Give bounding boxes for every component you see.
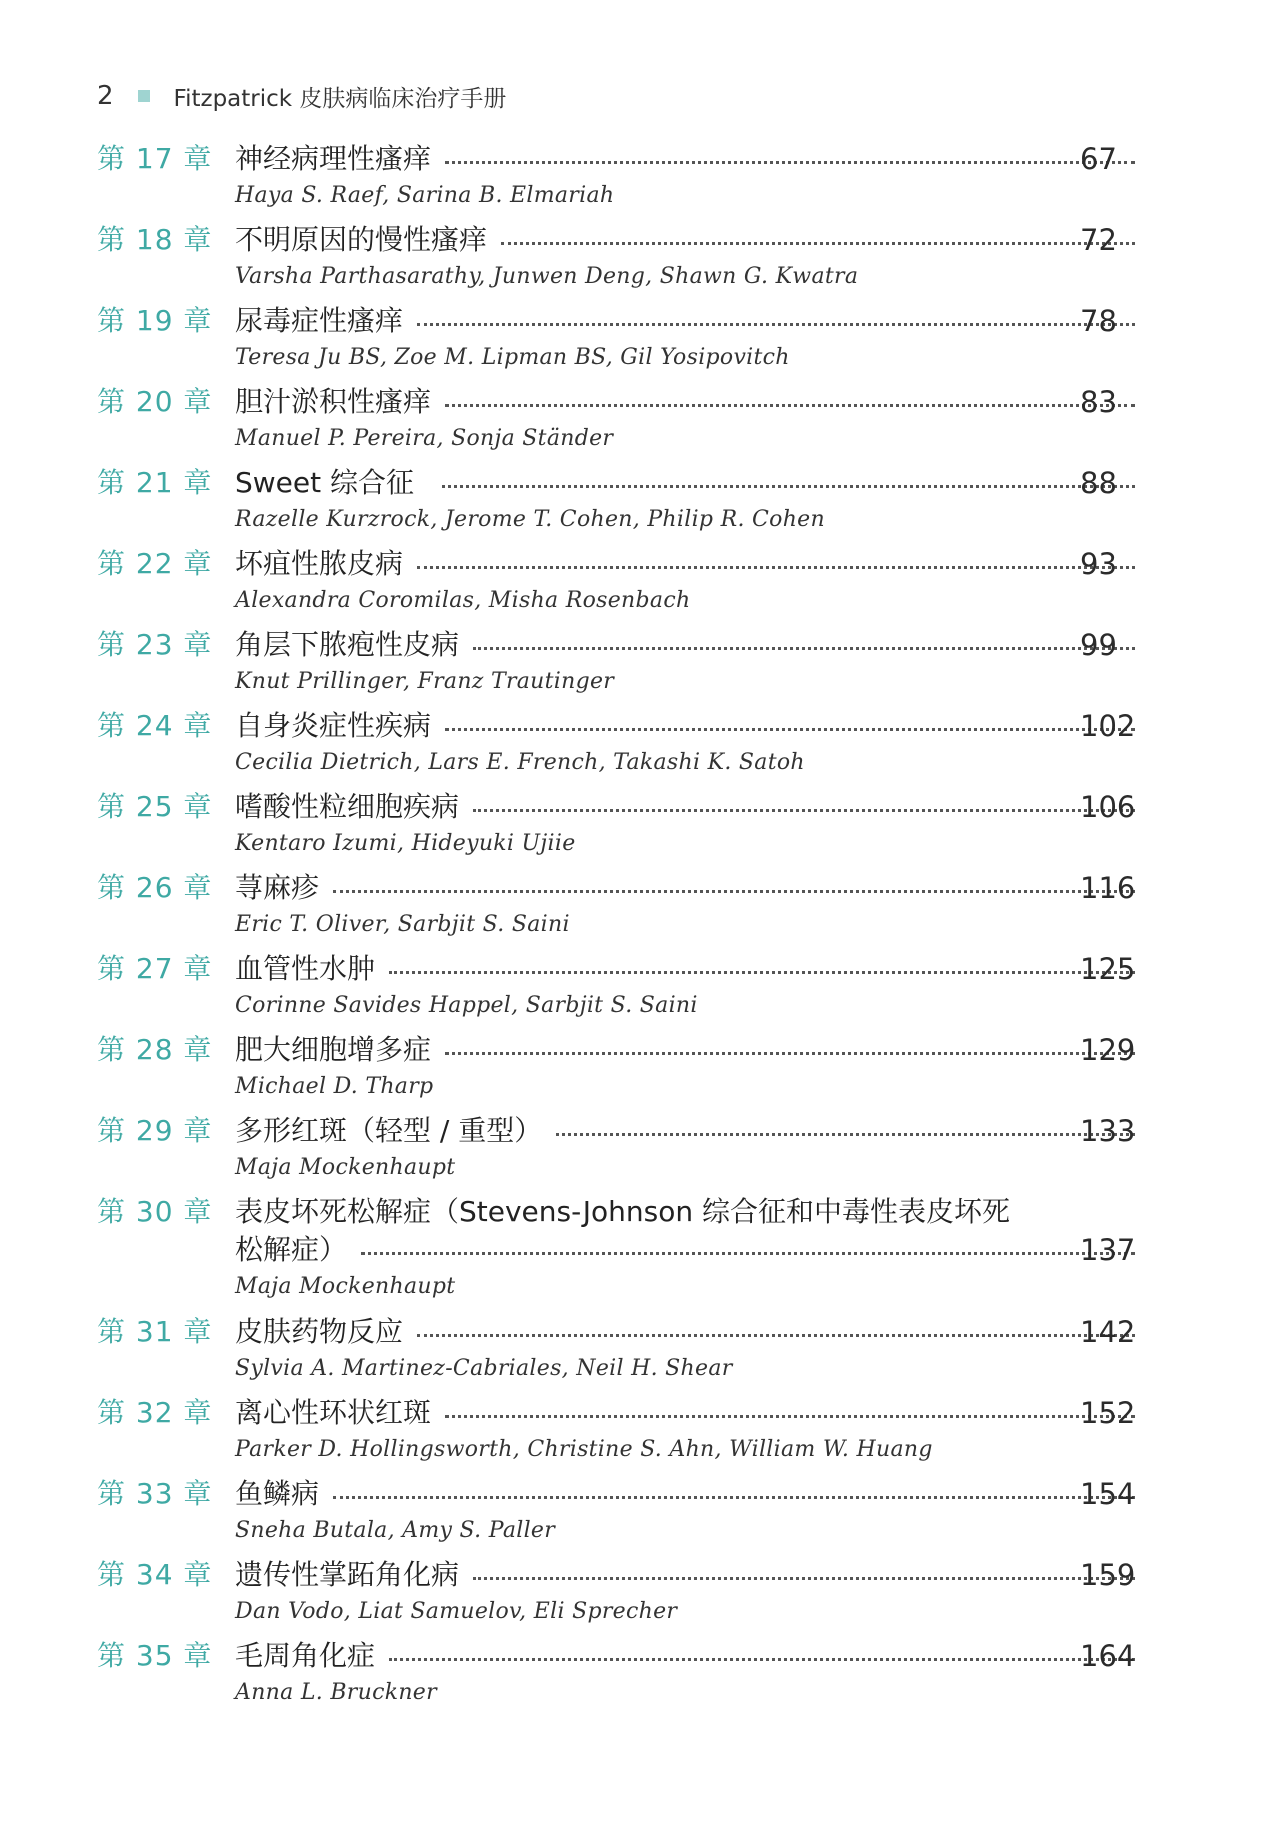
chapter-label: 第 28 章 [97,1033,213,1066]
title-row [235,546,1135,582]
chapter-label: 第 18 章 [97,223,213,256]
title-row [235,870,1135,906]
chapter-label: 第 20 章 [97,385,213,418]
chapter-authors: Maja Mockenhaupt [235,1274,456,1299]
chapter-authors: Michael D. Tharp [235,1074,434,1099]
page-reference: 78 [1080,304,1117,338]
title-row [235,708,1135,744]
chapter-authors: Eric T. Oliver, Sarbjit S. Saini [235,912,570,937]
dot-leader [445,1052,1135,1055]
chapter-label: 第 25 章 [97,790,213,823]
dot-leader [417,323,1135,326]
title-row [235,1032,1135,1068]
chapter-title: 皮肤药物反应 [235,1315,404,1348]
title-row [235,1314,1135,1350]
chapter-authors: Sneha Butala, Amy S. Paller [235,1518,556,1543]
header-square-icon [138,90,150,102]
dot-leader [417,566,1135,569]
page-reference: 102 [1080,709,1136,743]
chapter-title: 尿毒症性瘙痒 [235,304,404,337]
chapter-authors: Sylvia A. Martinez-Cabriales, Neil H. Shear [235,1356,733,1381]
chapter-title: 毛周角化症 [235,1639,376,1672]
chapter-title: 多形红斑（轻型 / 重型） [235,1114,543,1147]
chapter-title: 角层下脓疱性皮病 [235,628,460,661]
dot-leader [445,404,1135,407]
chapter-label: 第 34 章 [97,1558,213,1591]
chapter-authors: Kentaro Izumi, Hideyuki Ujiie [235,831,576,856]
page-reference: 164 [1080,1639,1136,1673]
chapter-authors: Dan Vodo, Liat Samuelov, Eli Sprecher [235,1599,678,1624]
chapter-authors: Varsha Parthasarathy, Junwen Deng, Shawn G. Kwatra [235,264,859,289]
chapter-title: 离心性环状红斑 [235,1396,432,1429]
chapter-title: 松解症） [235,1233,348,1266]
chapter-label: 第 19 章 [97,304,213,337]
chapter-title: 肥大细胞增多症 [235,1033,432,1066]
chapter-title: 鱼鳞病 [235,1477,320,1510]
page-reference: 88 [1080,466,1117,500]
chapter-authors: Cecilia Dietrich, Lars E. French, Takashi K. Satoh [235,750,805,775]
page-reference: 137 [1080,1233,1136,1267]
page-reference: 159 [1080,1558,1136,1592]
title-row [235,1232,1135,1268]
running-header [97,78,506,114]
chapter-label: 第 32 章 [97,1396,213,1429]
chapter-label: 第 29 章 [97,1114,213,1147]
page-reference: 106 [1080,790,1136,824]
dot-leader [473,1577,1135,1580]
dot-leader [473,647,1135,650]
chapter-title: 胆汁淤积性瘙痒 [235,385,432,418]
chapter-authors: Manuel P. Pereira, Sonja Ständer [235,426,614,451]
dot-leader [389,971,1135,974]
chapter-title: 血管性水肿 [235,952,376,985]
page-number: 2 [97,81,114,111]
chapter-label: 第 33 章 [97,1477,213,1510]
dot-leader [442,485,1135,488]
chapter-label: 第 35 章 [97,1639,213,1672]
title-row [235,222,1135,258]
chapter-label: 第 30 章 [97,1195,213,1228]
dot-leader [445,1415,1135,1418]
dot-leader [445,161,1135,164]
chapter-authors: Corinne Savides Happel, Sarbjit S. Saini [235,993,698,1018]
title-row [235,789,1135,825]
page-reference: 83 [1080,385,1117,419]
chapter-label: 第 21 章 [97,466,213,499]
chapter-title-line-1: 表皮坏死松解症（Stevens-Johnson 综合征和中毒性表皮坏死 [235,1195,1011,1228]
title-row [235,1557,1135,1593]
chapter-authors: Parker D. Hollingsworth, Christine S. Ahn, William W. Huang [235,1437,933,1462]
title-row [235,465,1135,501]
title-row [235,141,1135,177]
dot-leader [445,728,1135,731]
title-row [235,1476,1135,1512]
chapter-label: 第 17 章 [97,142,213,175]
dot-leader [389,1658,1135,1661]
chapter-title: Sweet 综合征 [235,466,415,499]
title-row [235,303,1135,339]
page-reference: 152 [1080,1396,1136,1430]
chapter-label: 第 27 章 [97,952,213,985]
chapter-title: 神经病理性瘙痒 [235,142,432,175]
page-reference: 125 [1080,952,1136,986]
title-row [235,627,1135,663]
dot-leader [473,809,1135,812]
page-reference: 72 [1080,223,1117,257]
chapter-authors: Knut Prillinger, Franz Trautinger [235,669,615,694]
chapter-authors: Alexandra Coromilas, Misha Rosenbach [235,588,691,613]
dot-leader [417,1334,1135,1337]
dot-leader [361,1252,1135,1255]
chapter-title: 自身炎症性疾病 [235,709,432,742]
dot-leader [501,242,1135,245]
chapter-label: 第 24 章 [97,709,213,742]
chapter-label: 第 26 章 [97,871,213,904]
page-reference: 133 [1080,1114,1136,1148]
title-row [235,951,1135,987]
chapter-authors: Teresa Ju BS, Zoe M. Lipman BS, Gil Yosipovitch [235,345,790,370]
page-reference: 93 [1080,547,1117,581]
title-row [235,1638,1135,1674]
page-reference: 129 [1080,1033,1136,1067]
chapter-label: 第 22 章 [97,547,213,580]
page-reference: 116 [1080,871,1136,905]
page-reference: 99 [1080,628,1117,662]
page-reference: 142 [1080,1315,1136,1349]
chapter-authors: Razelle Kurzrock, Jerome T. Cohen, Philip R. Cohen [235,507,825,532]
chapter-title: 坏疽性脓皮病 [235,547,404,580]
chapter-label: 第 31 章 [97,1315,213,1348]
chapter-label: 第 23 章 [97,628,213,661]
chapter-authors: Haya S. Raef, Sarina B. Elmariah [235,183,615,208]
dot-leader [556,1133,1135,1136]
chapter-title: 不明原因的慢性瘙痒 [235,223,488,256]
chapter-title: 遗传性掌跖角化病 [235,1558,460,1591]
chapter-title: 荨麻疹 [235,871,320,904]
title-row [235,1395,1135,1431]
title-row [235,384,1135,420]
chapter-authors: Anna L. Bruckner [235,1680,437,1705]
title-row [235,1113,1135,1149]
chapter-authors: Maja Mockenhaupt [235,1155,456,1180]
book-title: Fitzpatrick 皮肤病临床治疗手册 [173,85,507,112]
dot-leader [333,1496,1135,1499]
page-reference: 67 [1080,142,1117,176]
chapter-title: 嗜酸性粒细胞疾病 [235,790,460,823]
dot-leader [333,890,1135,893]
page-reference: 154 [1080,1477,1136,1511]
